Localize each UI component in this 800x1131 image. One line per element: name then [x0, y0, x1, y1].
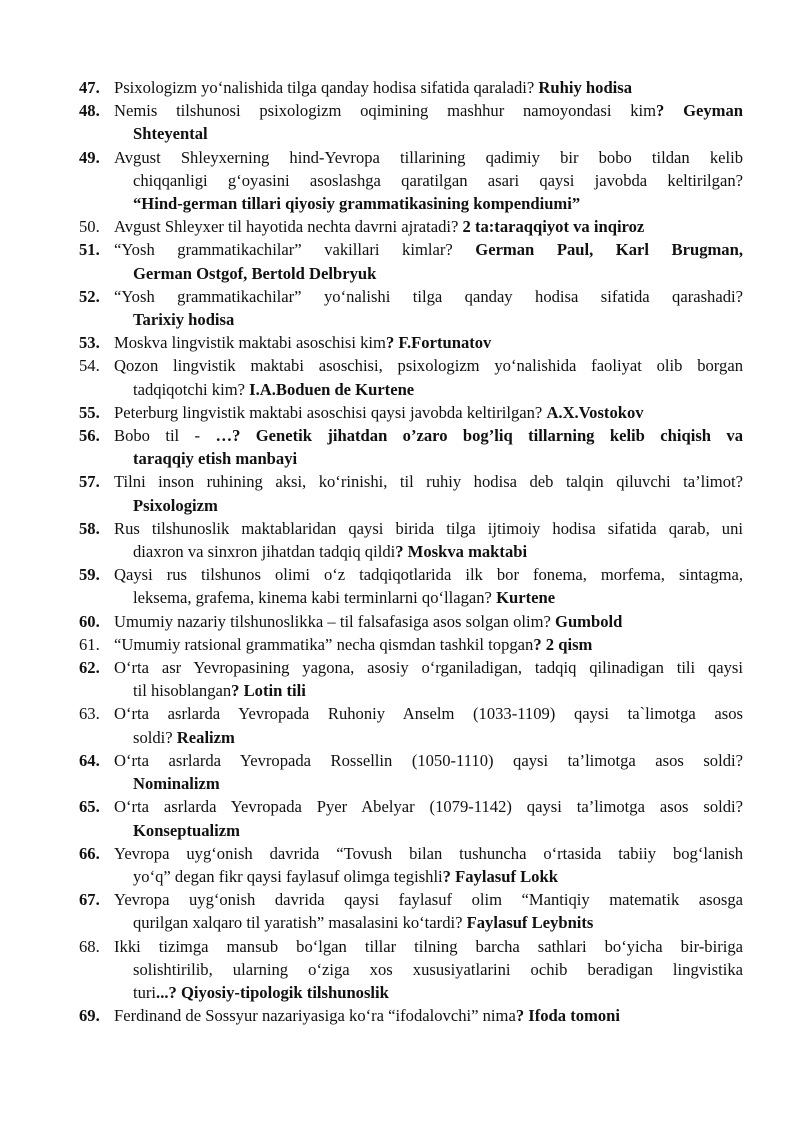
question-text: “Umumiy ratsional grammatika” necha qismdan tashkil topgan: [114, 634, 534, 654]
question-item: [79, 517, 743, 563]
question-body: [114, 331, 743, 354]
question-number: 64.: [79, 750, 100, 770]
question-item: [79, 656, 743, 702]
question-line: [114, 749, 743, 772]
answer-text: Tarixiy hodisa: [133, 310, 235, 330]
question-text: O‘rta asrlarda Yevropada Ruhoniy Anselm (1033-1109) qaysi ta`limotga asos: [114, 704, 743, 724]
question-text: Yevropa uyg‘onish davrida qaysi faylasuf olim “Mantiqiy matematik asosga: [114, 890, 743, 910]
question-line: [114, 1004, 743, 1027]
question-body: [114, 795, 743, 841]
answer-text: …? Genetik jihatdan o’zaro bog’liq tillarning kelib chiqish va: [215, 426, 743, 446]
question-item: [79, 610, 743, 633]
question-line: [114, 331, 743, 354]
question-list: [79, 76, 743, 1027]
question-line: [114, 169, 743, 192]
question-text: O‘rta asr Yevropasining yagona, asosiy o‘rganiladigan, tadqiq qilinadigan tili qaysi: [114, 658, 743, 678]
question-body: [114, 470, 743, 516]
answer-text: German Ostgof, Bertold Delbryuk: [133, 263, 377, 283]
question-line: [114, 865, 743, 888]
question-line: [114, 656, 743, 679]
question-text: Avgust Shleyxer til hayotida nechta davrni ajratadi?: [114, 217, 463, 237]
question-line: [114, 888, 743, 911]
question-line: [114, 99, 743, 122]
question-line: [114, 354, 743, 377]
answer-text: 2 ta:taraqqiyot va inqiroz: [462, 217, 645, 237]
question-number: 51.: [79, 240, 100, 260]
question-line: [114, 470, 743, 493]
question-item: [79, 331, 743, 354]
answer-text: Kurtene: [496, 588, 556, 608]
question-body: [114, 238, 743, 284]
answer-text: ? Ifoda tomoni: [515, 1006, 620, 1026]
question-text: tadqiqotchi kim?: [133, 379, 250, 399]
question-number: 53.: [79, 333, 100, 353]
question-line: [114, 633, 743, 656]
question-item: [79, 401, 743, 424]
question-number: 62.: [79, 658, 100, 678]
answer-text: Psixologizm: [133, 495, 218, 515]
question-number: 57.: [79, 472, 100, 492]
question-line: [114, 795, 743, 818]
question-body: [114, 517, 743, 563]
question-text: solishtirilib, ularning o‘ziga xos xususiyatlarini ochib beradigan lingvistika: [133, 959, 743, 979]
question-body: [114, 633, 743, 656]
answer-text: Gumbold: [555, 611, 623, 631]
question-text: Qozon lingvistik maktabi asoschisi, psixologizm yo‘nalishida faoliyat olib borgan: [114, 356, 743, 376]
question-number: 69.: [79, 1006, 100, 1026]
question-text: Peterburg lingvistik maktabi asoschisi qaysi javobda keltirilgan?: [114, 402, 547, 422]
question-text: turi: [133, 982, 157, 1002]
question-line: [114, 494, 743, 517]
question-text: qurilgan xalqaro til yaratish” masalasini ko‘tardi?: [133, 913, 467, 933]
question-line: [114, 935, 743, 958]
answer-text: Realizm: [176, 727, 235, 747]
question-item: [79, 1004, 743, 1027]
question-body: [114, 610, 743, 633]
question-item: [79, 99, 743, 145]
question-text: til hisoblangan: [133, 681, 232, 701]
answer-text: A.X.Vostokov: [546, 402, 644, 422]
question-number: 68.: [79, 936, 100, 956]
question-line: [114, 958, 743, 981]
question-item: [79, 563, 743, 609]
question-item: [79, 935, 743, 1005]
question-number: 50.: [79, 217, 100, 237]
question-line: [114, 819, 743, 842]
question-line: [114, 192, 743, 215]
question-line: [114, 610, 743, 633]
answer-text: German Paul, Karl Brugman,: [475, 240, 743, 260]
question-text: Moskva lingvistik maktabi asoschisi kim: [114, 333, 386, 353]
question-number: 48.: [79, 101, 100, 121]
question-number: 65.: [79, 797, 100, 817]
question-body: [114, 656, 743, 702]
question-body: [114, 99, 743, 145]
question-line: [114, 540, 743, 563]
question-line: [114, 285, 743, 308]
question-body: [114, 424, 743, 470]
question-number: 55.: [79, 402, 100, 422]
question-text: Bobo til -: [114, 426, 216, 446]
question-body: [114, 285, 743, 331]
question-number: 63.: [79, 704, 100, 724]
question-body: [114, 354, 743, 400]
answer-text: ? Lotin tili: [231, 681, 306, 701]
question-line: [114, 308, 743, 331]
answer-text: ? F.Fortunatov: [385, 333, 492, 353]
question-line: [114, 517, 743, 540]
question-number: 52.: [79, 286, 100, 306]
question-line: [114, 981, 743, 1004]
answer-text: Ruhiy hodisa: [538, 78, 633, 97]
answer-text: ? 2 qism: [533, 634, 593, 654]
question-body: [114, 146, 743, 216]
question-body: [114, 842, 743, 888]
question-number: 59.: [79, 565, 100, 585]
question-body: [114, 888, 743, 934]
question-line: [114, 447, 743, 470]
question-number: 47.: [79, 78, 100, 97]
question-body: [114, 1004, 743, 1027]
question-line: [114, 122, 743, 145]
question-item: [79, 424, 743, 470]
question-item: [79, 146, 743, 216]
question-item: [79, 354, 743, 400]
answer-text: ...? Qiyosiy-tipologik tilshunoslik: [156, 982, 389, 1002]
question-text: Ferdinand de Sossyur nazariyasiga ko‘ra “ifodalovchi” nima: [114, 1006, 516, 1026]
question-body: [114, 401, 743, 424]
question-line: [114, 911, 743, 934]
question-number: 66.: [79, 843, 100, 863]
question-number: 54.: [79, 356, 100, 376]
question-line: [114, 424, 743, 447]
question-line: [114, 563, 743, 586]
question-item: [79, 749, 743, 795]
question-number: 67.: [79, 890, 100, 910]
question-text: Ikki tizimga mansub bo‘lgan tillar tilning barcha sathlari bo‘yicha bir-biriga: [114, 936, 743, 956]
answer-text: ? Moskva maktabi: [395, 542, 528, 562]
question-number: 56.: [79, 426, 100, 446]
question-item: [79, 702, 743, 748]
question-number: 61.: [79, 634, 100, 654]
answer-text: ? Faylasuf Lokk: [442, 866, 558, 886]
question-item: [79, 285, 743, 331]
question-item: [79, 215, 743, 238]
question-text: Tilni inson ruhining aksi, ko‘rinishi, til ruhiy hodisa deb talqin qiluvchi ta’limot?: [114, 472, 743, 492]
question-line: [114, 702, 743, 725]
question-line: [114, 378, 743, 401]
question-item: [79, 795, 743, 841]
answer-text: “Hind-german tillari qiyosiy grammatikasining kompendiumi”: [133, 194, 581, 214]
answer-text: Nominalizm: [133, 774, 220, 794]
question-line: [114, 146, 743, 169]
question-body: [114, 749, 743, 795]
question-text: O‘rta asrlarda Yevropada Pyer Abelyar (1079-1142) qaysi ta’limotga asos soldi?: [114, 797, 743, 817]
answer-text: ? Geyman: [656, 101, 743, 121]
question-line: [114, 76, 743, 99]
answer-text: Shteyental: [133, 124, 208, 144]
question-text: chiqqanligi g‘oyasini asoslashga qaratilgan asari qaysi javobda keltirilgan?: [133, 170, 743, 190]
answer-text: Konseptualizm: [133, 820, 240, 840]
question-item: [79, 76, 743, 99]
question-number: 49.: [79, 147, 100, 167]
question-item: [79, 888, 743, 934]
answer-text: I.A.Boduen de Kurtene: [249, 379, 415, 399]
answer-text: Faylasuf Leybnits: [466, 913, 594, 933]
question-body: [114, 563, 743, 609]
question-number: 60.: [79, 611, 100, 631]
question-line: [114, 238, 743, 261]
question-body: [114, 215, 743, 238]
question-line: [114, 401, 743, 424]
question-line: [114, 262, 743, 285]
question-text: leksema, grafema, kinema kabi terminlarni qo‘llagan?: [133, 588, 497, 608]
question-line: [114, 726, 743, 749]
question-text: Yevropa uyg‘onish davrida “Tovush bilan tushuncha o‘rtasida tabiiy bog‘lanish: [114, 843, 743, 863]
question-text: Nemis tilshunosi psixologizm oqimining mashhur namoyondasi kim: [114, 101, 657, 121]
question-text: Umumiy nazariy tilshunoslikka – til falsafasiga asos solgan olim?: [114, 611, 556, 631]
question-line: [114, 586, 743, 609]
question-text: “Yosh grammatikachilar” yo‘nalishi tilga qanday hodisa sifatida qarashadi?: [114, 286, 743, 306]
question-text: yo‘q” degan fikr qaysi faylasuf olimga tegishli: [133, 866, 443, 886]
question-text: soldi?: [133, 727, 177, 747]
question-item: [79, 842, 743, 888]
question-line: [114, 772, 743, 795]
question-text: Avgust Shleyxerning hind-Yevropa tillarining qadimiy bir bobo tildan kelib: [114, 147, 743, 167]
question-text: “Yosh grammatikachilar” vakillari kimlar?: [114, 240, 476, 260]
question-body: [114, 935, 743, 1005]
question-text: diaxron va sinxron jihatdan tadqiq qildi: [133, 542, 396, 562]
question-line: [114, 679, 743, 702]
question-text: Psixologizm yo‘nalishida tilga qanday hodisa sifatida qaraladi?: [114, 78, 539, 97]
question-item: [79, 470, 743, 516]
question-item: [79, 633, 743, 656]
question-line: [114, 842, 743, 865]
question-body: [114, 76, 743, 99]
question-text: O‘rta asrlarda Yevropada Rossellin (1050-1110) qaysi ta’limotga asos soldi?: [114, 750, 743, 770]
question-text: Rus tilshunoslik maktablaridan qaysi birida tilga ijtimoiy hodisa sifatida qarab, uni: [114, 518, 743, 538]
question-text: Qaysi rus tilshunos olimi o‘z tadqiqotlarida ilk bor fonema, morfema, sintagma,: [114, 565, 743, 585]
question-line: [114, 215, 743, 238]
answer-text: taraqqiy etish manbayi: [133, 449, 298, 469]
question-body: [114, 702, 743, 748]
question-number: 58.: [79, 518, 100, 538]
question-item: [79, 238, 743, 284]
